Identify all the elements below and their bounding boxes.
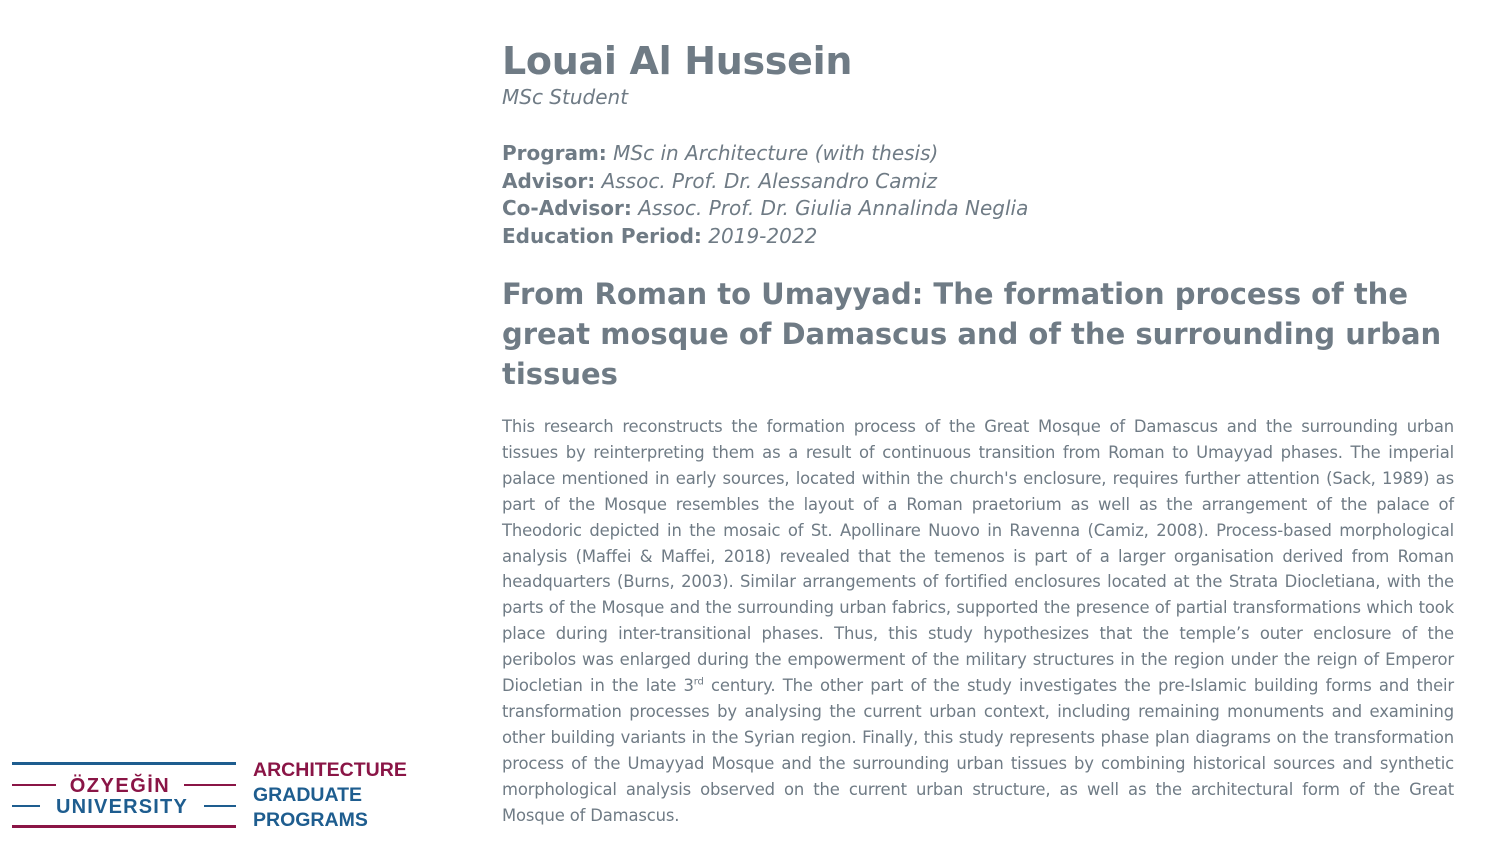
abstract-text-part1: This research reconstructs the formation process of the Great Mosque of Damascus and the surrounding urban tissues by reinterpreting them as a result of continuous transition from Roman to Umayyad phases. The imperial palace mentioned in early sources, located within the church's enclosure, requires further attention (Sack, 1989) as part of the Mosque resembles the layout of a Roman praetorium as well as the arrangement of the palace of Theodoric depicted in the mosaic of St. Apollinare Nuovo in Ravenna (Camiz, 2008). Process-based morphological analysis (Maffei & Maffei, 2018) revealed that the temenos is part of a larger organisation derived from Roman headquarters (Burns, 2003). Similar arrangements of fortified enclosures located at the Strata Diocletiana, with the parts of the Mosque and the surrounding urban fabrics, supported the presence of partial transformations which took place during inter-transitional phases. Thus, this study hypothesizes that the temple’s outer enclosure of the peribolos was enlarged during the empowerment of the military structures in the region under the reign of Emperor Diocletian in the late 3	[502, 417, 1454, 696]
logo-line2: UNIVERSITY	[55, 796, 189, 818]
meta-education-period	[502, 223, 1454, 251]
program-line-3: PROGRAMS	[253, 809, 368, 831]
meta-label: Co-Advisor:	[502, 196, 632, 220]
program-label	[253, 758, 407, 833]
meta-label: Education Period:	[502, 223, 702, 248]
program-line-2: GRADUATE	[253, 784, 363, 806]
meta-co-advisor	[502, 195, 1454, 223]
abstract-superscript: rd	[693, 676, 704, 688]
meta-value: MSc in Architecture (with thesis)	[613, 141, 939, 165]
meta-value: Assoc. Prof. Dr. Giulia Annalinda Neglia	[638, 196, 1029, 220]
meta-advisor	[502, 168, 1454, 196]
meta-value: 2019-2022	[708, 223, 818, 248]
thesis-abstract	[502, 414, 1454, 829]
logo-line1: ÖZYEĞİN	[69, 775, 171, 797]
program-line-1: ARCHITECTURE	[253, 759, 407, 781]
meta-label: Advisor:	[502, 168, 596, 193]
ozyegin-university-logo	[12, 760, 236, 830]
person-name: Louai Al Hussein	[502, 39, 853, 83]
abstract-text-part2: century. The other part of the study investigates the pre-Islamic building forms and their transformation processes by analysing the current urban context, including remaining monuments and examining other building variants in the Syrian region. Finally, this study represents phase plan diagrams on the transformation process of the Umayyad Mosque and the surrounding urban tissues by combining historical sources and synthetic morphological analysis observed on the current urban structure, as well as the architectural form of the Great Mosque of Damascus.	[502, 676, 1454, 825]
profile-content	[502, 38, 1454, 829]
meta-value: Assoc. Prof. Dr. Alessandro Camiz	[601, 168, 938, 193]
thesis-title: From Roman to Umayyad: The formation process of the great mosque of Damascus and of the surrounding urban tissues	[502, 277, 1442, 391]
meta-label: Program:	[502, 141, 607, 165]
meta-program	[502, 140, 1454, 168]
person-role: MSc Student	[502, 85, 629, 109]
